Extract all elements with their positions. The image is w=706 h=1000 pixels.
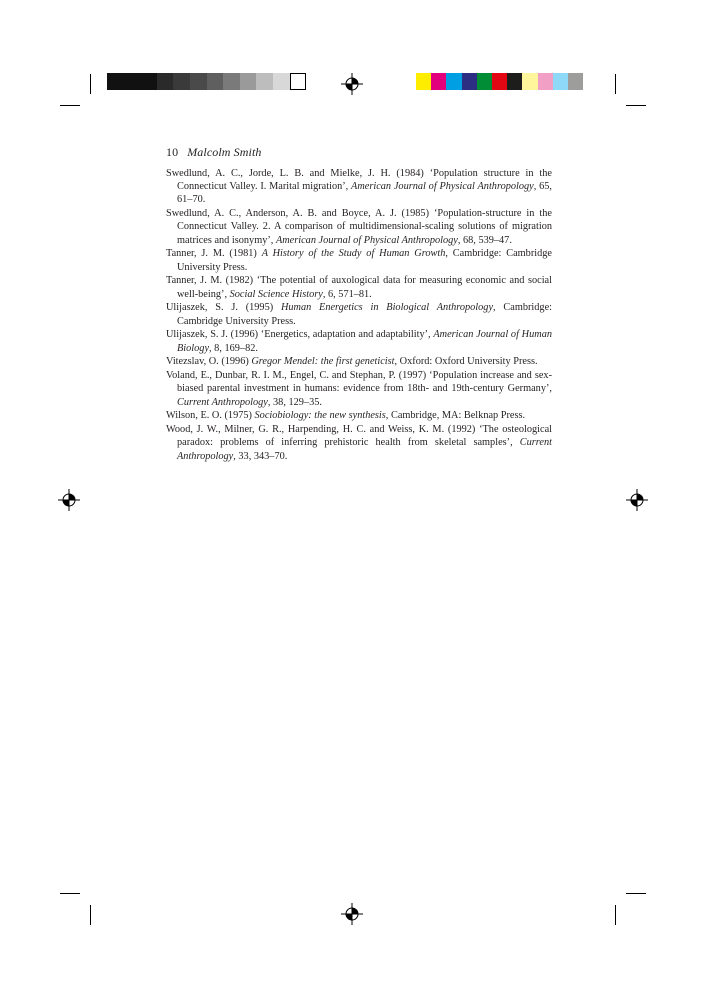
reference-text: Wilson, E. O. (1975) — [166, 410, 255, 422]
reference-title: American Journal of Human Biology — [177, 329, 552, 354]
grayscale-bar — [107, 73, 306, 90]
reference-text: , 33, 343–70. — [233, 450, 288, 462]
color-swatch — [568, 73, 583, 90]
reference-title: Current Anthropology — [177, 396, 268, 408]
registration-mark-top-icon — [341, 73, 363, 95]
reference-text: , 8, 169–82. — [209, 342, 258, 354]
reference-entry — [166, 409, 552, 422]
grayscale-swatch — [240, 73, 257, 90]
running-head-author: Malcolm Smith — [187, 145, 262, 159]
grayscale-swatch — [157, 73, 174, 90]
grayscale-swatch — [140, 73, 157, 90]
color-swatch — [477, 73, 492, 90]
reference-title: A History of the Study of Human Growth — [261, 248, 446, 260]
grayscale-swatch — [190, 73, 207, 90]
color-swatch — [507, 73, 522, 90]
reference-text: , Cambridge: Cambridge University Press. — [177, 248, 552, 273]
reference-text: , 65, 61–70. — [177, 181, 552, 206]
reference-title: Current Anthropology — [177, 437, 552, 462]
reference-text: , 68, 539–47. — [457, 234, 512, 246]
reference-entry — [166, 167, 552, 207]
registration-mark-bottom-icon — [341, 903, 363, 925]
reference-text: Voland, E., Dunbar, R. I. M., Engel, C. and Stephan, P. (1997) ‘Population increase and sex-biased parental investment in humans: evidence from 18th- and 19th-century Germany’, — [166, 370, 552, 395]
reference-title: Human Energetics in Biological Anthropology — [280, 302, 494, 314]
grayscale-swatch — [273, 73, 290, 90]
grayscale-swatch — [107, 73, 124, 90]
reference-text: , Cambridge, MA: Belknap Press. — [385, 410, 526, 422]
color-swatch — [462, 73, 477, 90]
reference-title: Social Science History — [229, 288, 323, 300]
grayscale-swatch — [207, 73, 224, 90]
reference-title: Gregor Mendel: the first geneticist — [251, 356, 395, 368]
reference-entry — [166, 301, 552, 327]
running-head — [166, 145, 262, 160]
grayscale-swatch — [256, 73, 273, 90]
color-swatch — [416, 73, 431, 90]
color-swatch — [522, 73, 537, 90]
reference-text: Vitezslav, O. (1996) — [166, 356, 252, 368]
crop-mark-top-left-horizontal — [60, 105, 80, 106]
grayscale-swatch — [124, 73, 141, 90]
reference-title: American Journal of Physical Anthropology — [275, 234, 458, 246]
reference-entry — [166, 423, 552, 463]
crop-mark-bottom-right-horizontal — [626, 893, 646, 894]
grayscale-swatch — [290, 73, 307, 90]
color-swatch — [492, 73, 507, 90]
crop-mark-top-left-vertical — [90, 74, 91, 94]
reference-text: , Cambridge: Cambridge University Press. — [177, 302, 553, 327]
reference-text: , 6, 571–81. — [322, 288, 372, 300]
reference-entry — [166, 328, 552, 354]
reference-text: Ulijaszek, S. J. (1996) ‘Energetics, adaptation and adaptability’, — [166, 329, 434, 341]
reference-title: American Journal of Physical Anthropology — [351, 181, 534, 193]
color-swatch — [446, 73, 461, 90]
reference-text: Ulijaszek, S. J. (1995) — [166, 302, 281, 314]
reference-text: Tanner, J. M. (1981) — [166, 248, 262, 260]
crop-mark-bottom-right-vertical — [615, 905, 616, 925]
reference-entry — [166, 369, 552, 409]
grayscale-swatch — [173, 73, 190, 90]
color-swatch — [538, 73, 553, 90]
crop-mark-bottom-left-vertical — [90, 905, 91, 925]
reference-entry — [166, 355, 552, 368]
reference-entry — [166, 207, 552, 247]
reference-title: Sociobiology: the new synthesis — [254, 410, 386, 422]
crop-mark-bottom-left-horizontal — [60, 893, 80, 894]
color-swatch — [553, 73, 568, 90]
reference-text: Tanner, J. M. (1982) ‘The potential of auxological data for measuring economic and social well-being’, — [166, 275, 552, 300]
registration-mark-left-icon — [58, 489, 80, 511]
reference-text: Swedlund, A. C., Jorde, L. B. and Mielke, J. H. (1984) ‘Population structure in the Connecticut Valley. I. Marital migration’, — [166, 168, 552, 193]
reference-text: , 38, 129–35. — [267, 396, 322, 408]
reference-text: Swedlund, A. C., Anderson, A. B. and Boyce, A. J. (1985) ‘Population-structure in the Connecticut Valley. 2. A comparison of multidimensional-scaling solutions of migration matrices and isonymy’, — [166, 208, 552, 246]
registration-mark-right-icon — [626, 489, 648, 511]
crop-mark-top-right-vertical — [615, 74, 616, 94]
grayscale-swatch — [223, 73, 240, 90]
reference-list — [166, 167, 552, 463]
reference-text: , Oxford: Oxford University Press. — [394, 356, 538, 368]
crop-mark-top-right-horizontal — [626, 105, 646, 106]
reference-entry — [166, 247, 552, 273]
page-number: 10 — [166, 145, 179, 159]
color-bar — [416, 73, 583, 90]
reference-text: Wood, J. W., Milner, G. R., Harpending, H. C. and Weiss, K. M. (1992) ‘The osteological paradox: problems of inferring prehistoric health from skeletal samples’, — [166, 424, 552, 449]
reference-entry — [166, 274, 552, 300]
color-swatch — [431, 73, 446, 90]
